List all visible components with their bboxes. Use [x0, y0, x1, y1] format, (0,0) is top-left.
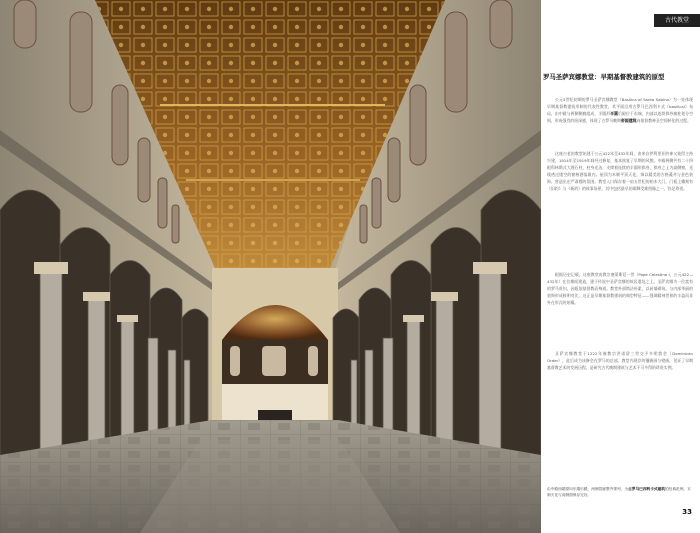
page-number: 33: [682, 508, 692, 516]
article-heading: 罗马圣萨宾娜教堂：早期基督教建筑的原型: [543, 73, 665, 81]
paragraph-1-highlight-2: 帝国建筑: [620, 118, 637, 123]
caption-highlight: 古罗马巴西利卡式建筑: [628, 487, 665, 491]
paragraph-2: 这座古老的教堂始建于公元422年至432年间，由来自伊利里亚的神父彼得主持兴建，1914年至1919年间经过修复，基本恢复了早期的风貌。中殿两侧共有二十四根科林斯式大理石柱，柱身光洁，支撑着连续的半圆形拱券，拱券之上为高侧窗，光线透过镂空的窗格洒落殿内。屋顶为木制平顶天花，饰以精美的方格藻井与金色装饰，营造出庄严肃穆的氛围。教堂入口保存着一扇五世纪的柏木大门，门板上雕刻有《旧约》与《新约》的故事场景，其中包括最早的耶稣受难图像之一，弥足珍贵。: [547, 151, 693, 191]
paragraph-1: 公元5世纪初期的罗马圣萨宾娜教堂（Basilica of Santa Sabina）为一处体现早期基督教建筑形制的代表性教堂，其平面沿用古罗马巴西利卡式（basilical）布局，由中殿与两侧侧廊组成，半圆形半圆后殿位于东端，内部以连续拱券廊柱划分空间，形成强烈的纵深感，体现了古罗马晚期帝国建筑向基督教神圣空间转化的过程。: [547, 97, 694, 123]
paragraph-4: 圣萨宾娜教堂于1222年被教宗洪诺留三世交予多明我会（Dominican Order），此后成为该修会在罗马的总部。教堂内现存的镶嵌画与壁画，见证了早期基督教艺术的发展历程，是研究古代晚期建筑与艺术不可多得的珍贵实例。: [547, 351, 693, 370]
photo-caption: 由中殿西端望向东端后殿，两侧拱廊整齐排列，为古罗马巴西利卡式建筑的经典范例，木制天花与高侧窗保存完好。: [547, 487, 691, 497]
paragraph-1-highlight-1: 半圆: [610, 111, 619, 116]
paragraph-3: 根据历史记载，这座教堂由教宗塞莱斯廷一世（Pope Celestine I，公元422—432年）在位期间建造，建于传说中圣萨宾娜的故居遗址之上。圣萨宾娜为一位富有的罗马贵妇，因皈依基督教而殉道。教堂外部简洁朴素，以砖墙砌筑，与内部华丽的装饰形成鲜明对比，这正是早期基督教建筑的典型特征——强调精神世界的丰盈而非外在形式的炫耀。: [547, 272, 693, 305]
text-column: [541, 0, 700, 533]
section-tab: 古代教堂: [654, 14, 700, 27]
